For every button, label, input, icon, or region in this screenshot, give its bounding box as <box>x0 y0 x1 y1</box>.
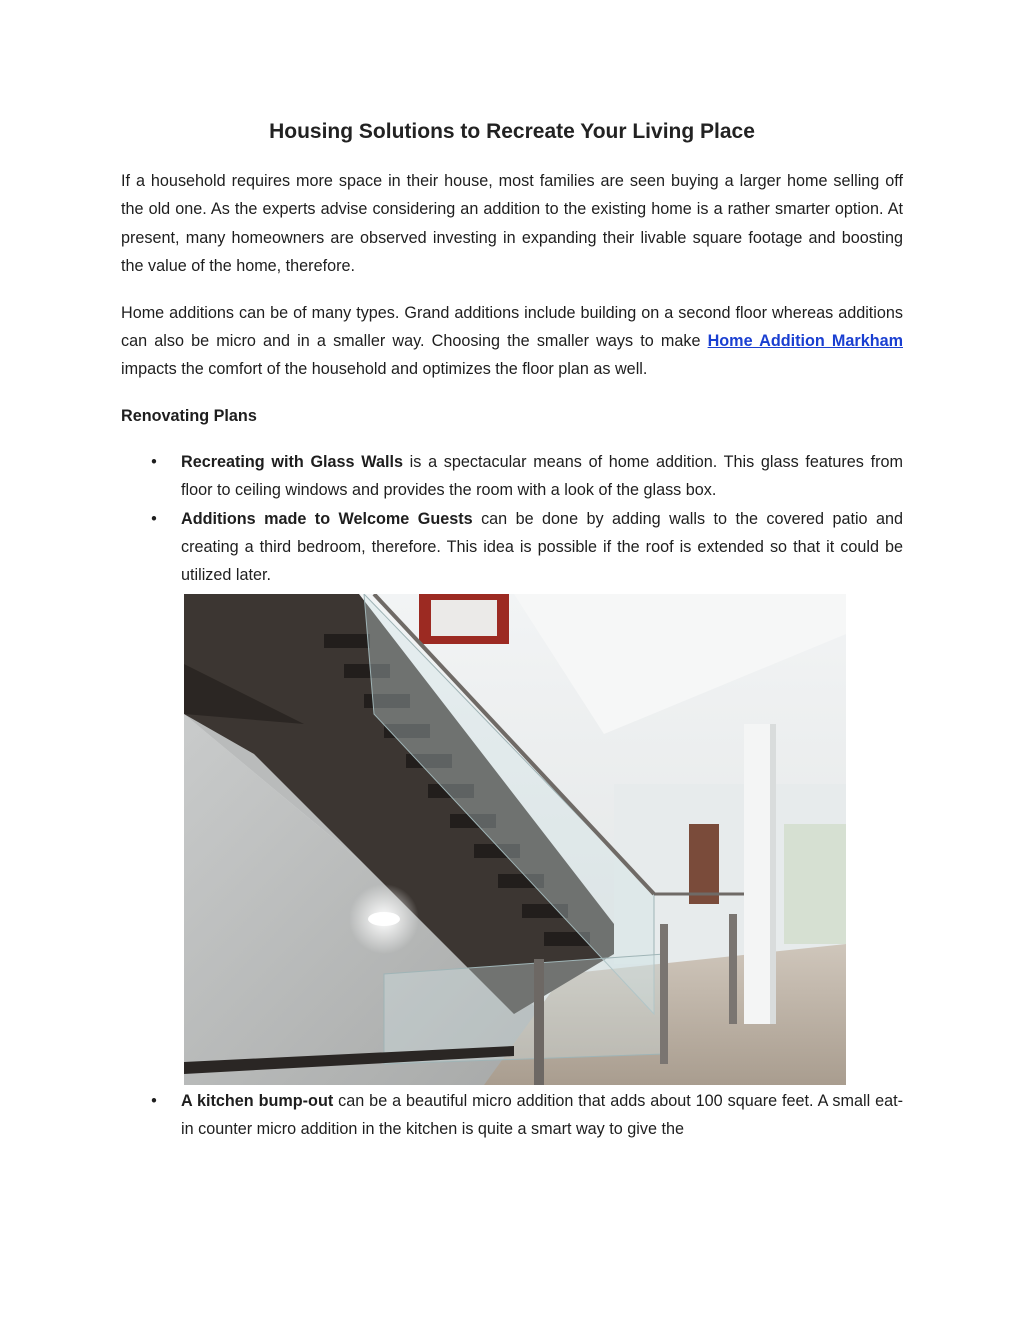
intro-paragraph: If a household requires more space in their house, most families are seen buying a larger home selling off the old one. As the experts advise considering an addition to the existing home is a rather smarter option. At present, many homeowners are observed investing in expanding their livable square footage and boosting the value of the home, therefore. <box>121 172 903 276</box>
list-item <box>121 1087 903 1144</box>
list-item <box>121 505 903 590</box>
additions-paragraph-text-end: impacts the comfort of the household and optimizes the floor plan as well. <box>121 360 648 379</box>
list-item-bold: A kitchen bump-out <box>181 1091 334 1110</box>
list-item-text: can be a beautiful micro addition that adds about 100 square feet. A small eat-in counter micro addition in the kitchen is quite a smart way to give the <box>181 1091 903 1139</box>
list-item-bold: Recreating with Glass Walls <box>181 452 403 471</box>
additions-paragraph-text-start: Home additions can be of many types. Grand additions include building on a second floor whereas additions can also be micro and in a smaller way. Choosing the smaller ways to make <box>121 303 903 351</box>
list-item-text: is a spectacular means of home addition. This glass features from floor to ceiling windows and provides the room with a look of the glass box. <box>181 452 903 500</box>
page-title: Housing Solutions to Recreate Your Living Place <box>269 120 755 143</box>
document-page <box>121 118 903 1144</box>
bullet-icon: • <box>151 1091 157 1110</box>
bullet-icon: • <box>151 452 157 471</box>
bullet-icon: • <box>151 509 157 528</box>
home-addition-markham-link[interactable]: Home Addition Markham <box>707 332 903 351</box>
renovating-plans-list <box>121 448 903 590</box>
section-heading: Renovating Plans <box>121 406 257 425</box>
staircase-photo <box>184 594 846 1085</box>
list-item-text: can be done by adding walls to the covered patio and creating a third bedroom, therefore. This idea is possible if the roof is extended so that it could be utilized later. <box>181 509 903 585</box>
list-item-bold: Additions made to Welcome Guests <box>181 509 473 528</box>
list-item <box>121 448 903 505</box>
additions-paragraph <box>121 299 903 384</box>
renovating-plans-list-continued <box>121 1087 903 1144</box>
